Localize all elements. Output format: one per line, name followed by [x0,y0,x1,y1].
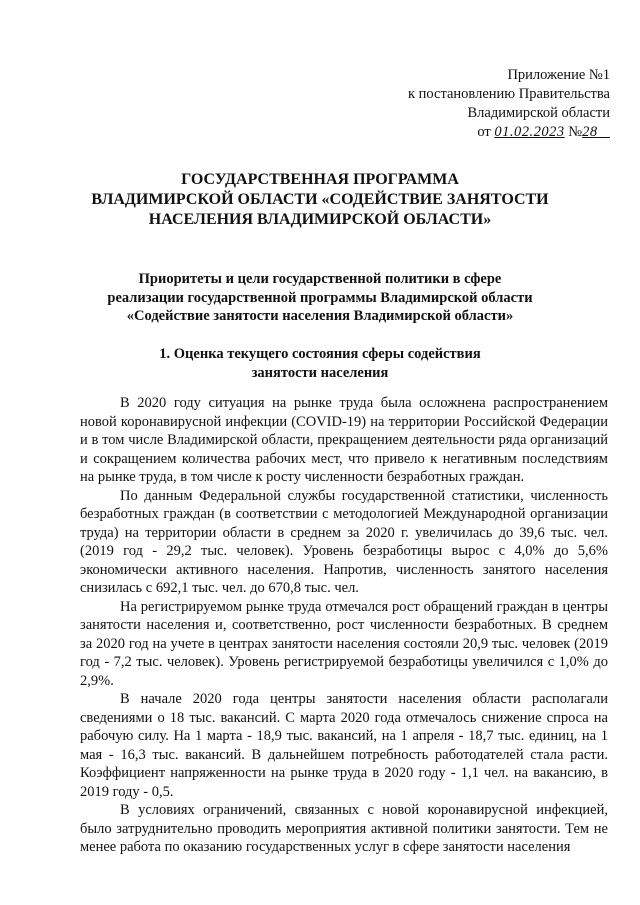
appendix-title: Приложение №1 [507,67,610,83]
section-line-1: 1. Оценка текущего состояния сферы содействия [159,346,481,362]
document-body [80,394,608,857]
paragraph: В начале 2020 года центры занятости населения области располагали сведениями о 18 тыс. вакансий. С марта 2020 года отмечалось снижение спроса на рабочую силу. На 1 марта - 18,9 тыс. вакансий, на 1 апреля - 18,7 тыс. единиц, на 1 мая - 16,3 тыс. вакансий. В дальнейшем потребность работодателей стала расти. Коэффициент напряженности на рынке труда в 2020 году - 1,1 чел. на вакансию, в 2019 году - 0,5. [80,691,608,800]
title-line-3: НАСЕЛЕНИЯ ВЛАДИМИРСКОЙ ОБЛАСТИ» [148,211,492,228]
subtitle-line-3: «Содействие занятости населения Владимирской области» [126,308,514,324]
document-subtitle [40,270,600,326]
appendix-date-line [408,123,610,142]
subtitle-line-1: Приоритеты и цели государственной политики в сфере [138,271,502,287]
document-title [40,170,600,230]
paragraph: По данным Федеральной службы государственной статистики, численность безработных граждан (в соответствии с методологией Международной организации труда) на территории области в среднем за 2020 г. увеличилась до 39,6 тыс. чел. (2019 год - 29,2 тыс. человек). Уровень безработицы вырос с 4,0% до 5,6% экономически активного населения. Напротив, численность занятого населения снизилась с 692,1 тыс. чел. до 670,8 тыс. чел. [80,487,608,596]
section-line-2: занятости населения [251,364,389,381]
date-prefix: от [477,124,491,140]
paragraph: В 2020 году ситуация на рынке труда была осложнена распространением новой коронавирусной инфекции (COVID-19) на территории Российской Федерации и в том числе Владимирской области, прекращением деятельности ряда организаций и сокращением количества рабочих мест, что привело к негативным последствиям на рынке труда, в том числе к росту численности безработных граждан. [80,395,608,485]
number-prefix: № [568,124,583,140]
appendix-header [408,66,610,142]
appendix-region: Владимирской области [467,105,610,121]
title-line-2: ВЛАДИМИРСКОЙ ОБЛАСТИ «СОДЕЙСТВИЕ ЗАНЯТОСТИ [91,191,549,208]
appendix-resolution: к постановлению Правительства [408,86,610,102]
title-line-1: ГОСУДАРСТВЕННАЯ ПРОГРАММА [181,171,459,188]
subtitle-line-2: реализации государственной программы Владимирской области [107,289,533,306]
paragraph: На регистрируемом рынке труда отмечался рост обращений граждан в центры занятости населения и, соответственно, рост численности безработных. В среднем за 2020 год на учете в центрах занятости населения состояли 20,9 тыс. человек (2019 год - 7,2 тыс. человек). Уровень регистрируемой безработицы увеличился с 1,0% до 2,9%. [80,598,608,689]
resolution-number: 28 [582,124,598,140]
paragraph: В условиях ограничений, связанных с новой коронавирусной инфекцией, было затруднительно проводить мероприятия активной политики занятости. Тем не менее работа по оказанию государственных услуг в сфере занятости населения [80,802,608,855]
resolution-date: 01.02.2023 [494,124,565,140]
section-heading [40,345,600,382]
